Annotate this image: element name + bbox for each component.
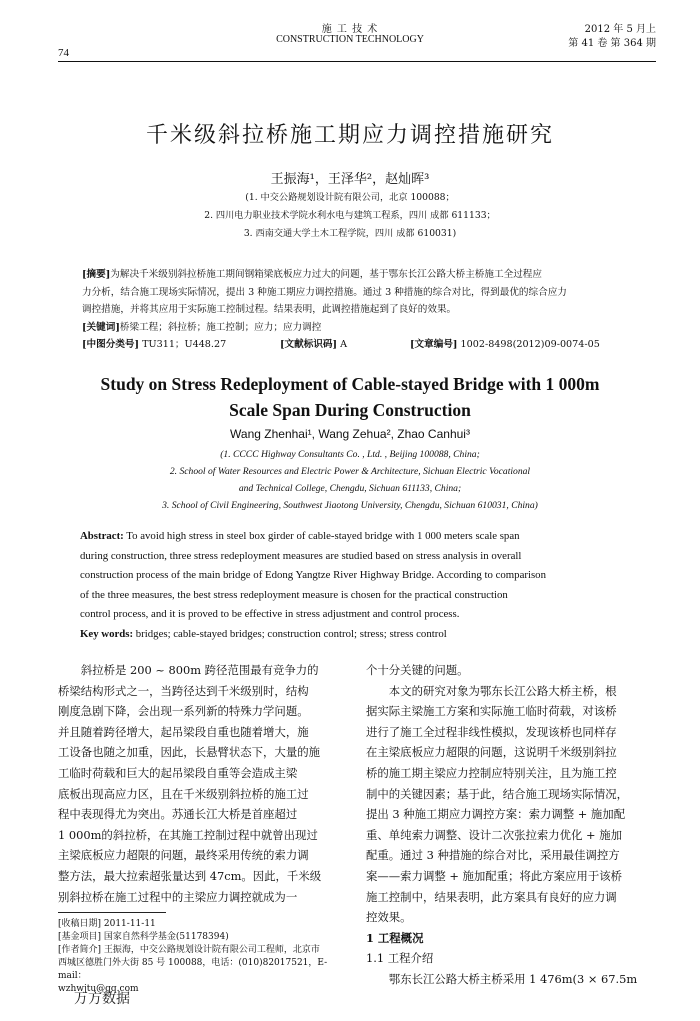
paragraph-line: 配重。通过 3 种措施的综合对比，采用最佳调控方: [366, 848, 620, 863]
clc-label: [中图分类号]: [82, 339, 140, 351]
paragraph-line: 鄂东长江公路大桥主桥采用 1 476m(3 × 67.5m: [388, 971, 638, 986]
footnotes: [58, 918, 348, 996]
abstract-cn: [82, 266, 622, 354]
title-cn: 千米级斜拉桥施工期应力调控措施研究: [145, 123, 554, 148]
paragraph-line: 桥的施工期主梁应力控制应特别关注，且为施工控: [366, 765, 617, 780]
paragraph-line: 施工控制中，结果表明，此方案具有良好的应力调: [366, 889, 617, 904]
paragraph-line: 主梁底板应力超限的问题，最终采用传统的索力调: [58, 848, 309, 863]
affiliation-cn-line: 2. 四川电力职业技术学院水利水电与建筑工程系，四川 成都 611133；: [204, 210, 496, 221]
keywords-en-label: Key words:: [80, 627, 134, 640]
paragraph-line: 本文的研究对象为鄂东长江公路大桥主桥，根: [388, 683, 617, 698]
abstract-cn-line: 为解决千米级别斜拉桥施工期间钢箱梁底板应力过大的问题，基于鄂东长江公路大桥主桥施工全过程应: [110, 269, 542, 280]
abstract-en-line: construction process of the main bridge of Edong Yangtze River Highway Bridge. According to comparison: [80, 569, 546, 582]
paragraph-line: 斜拉桥是 200 ~ 800m 跨径范围最有竞争力的: [80, 663, 319, 677]
article-no-label: [文章编号]: [410, 339, 458, 351]
keywords-en-text: bridges; cable-stayed bridges; construction control; stress; stress control: [135, 627, 447, 640]
paragraph-line: 1 000m的斜拉桥，在其施工控制过程中就曾出现过: [58, 827, 318, 842]
footnote-received: [收稿日期] 2011-11-11: [58, 919, 156, 929]
abstract-en-label: Abstract:: [80, 530, 124, 542]
paragraph-line: 刚度急剧下降，会出现一系列新的特殊力学问题。: [58, 704, 309, 719]
abstract-cn-line: 调控措施，并将其应用于实际施工控制过程。结果表明，此调控措施起到了良好的效果。: [82, 304, 457, 316]
footnote-author: [作者简介] 王振海，中交公路规划设计院有限公司工程师，北京市: [58, 945, 320, 955]
abstract-en-line: control process, and it is proved to be effective in stress adjustment and control process.: [80, 608, 460, 621]
footnote-author-address: 西城区德胜门外大街 85 号 100088，电话：(010)82017521，E-mail：: [58, 958, 328, 981]
paragraph-line: 案——索力调整 + 施加配重；将此方案应用于该桥: [366, 868, 622, 883]
paragraph-line: 重、单纯索力调整、设计二次张拉索力优化 + 施加: [366, 827, 622, 842]
affiliation-cn-line: 3. 西南交通大学土木工程学院，四川 成都 610031): [243, 228, 457, 239]
title-en-line: Scale Span During Construction: [229, 400, 471, 420]
affiliation-en-line: 3. School of Civil Engineering, Southwest Jiaotong University, Chengdu, Sichuan 610031, China): [162, 500, 538, 511]
paragraph-line: 工设备也随之加重，因此，长悬臂状态下，大量的施: [58, 745, 320, 760]
body-left-column: [58, 660, 348, 907]
paragraph-line: 工临时荷载和巨大的起吊梁段自重等会造成主梁: [58, 765, 298, 780]
title-en-line: Study on Stress Redeployment of Cable-stayed Bridge with 1 000m: [100, 374, 600, 394]
article-no-value: 1002-8498(2012)09-0074-05: [460, 339, 600, 351]
title-en: [0, 371, 700, 423]
keywords-cn-text: 桥梁工程；斜拉桥；施工控制；应力；应力调控: [119, 321, 322, 333]
clc-value: TU311；U448.27: [142, 339, 227, 351]
affiliation-cn-line: (1. 中交公路规划设计院有限公司，北京 100088；: [245, 192, 455, 203]
paragraph-line: 个十分关键的问题。: [366, 663, 469, 677]
page-number: 74: [58, 47, 69, 59]
affiliation-en-line: (1. CCCC Highway Consultants Co. , Ltd. , Beijing 100088, China;: [220, 449, 480, 460]
section-heading: 1 工程概况: [366, 930, 424, 945]
paragraph-line: 别斜拉桥在施工过程中的主梁应力调控就成为一: [58, 889, 298, 904]
affiliations-en: [0, 446, 700, 514]
journal-name-en: CONSTRUCTION TECHNOLOGY: [276, 34, 424, 45]
paragraph-line: 控效果。: [366, 910, 412, 925]
paragraph-line: 在主梁底板应力超限的问题，这说明千米级别斜拉: [366, 745, 617, 760]
body-right-column: [366, 660, 656, 990]
abstract-en-line: during construction, three stress redeployment measures are studied based on stress analysis in overall: [80, 549, 522, 562]
paragraph-line: 程中表现得尤为突出。苏通长江大桥是首座超过: [58, 807, 298, 822]
doc-code-label: [文献标识码]: [280, 339, 338, 351]
authors-en: Wang Zhenhai¹, Wang Zehua², Zhao Canhui³: [230, 427, 470, 441]
paragraph-line: 提出 3 种施工期应力调控方案：索力调整 + 施加配: [366, 807, 626, 822]
paragraph-line: 据实际主梁施工方案和实际施工临时荷载，对该桥: [366, 704, 617, 719]
watermark: 万方数据: [74, 991, 130, 1007]
affiliation-en-line: 2. School of Water Resources and Electric Power & Architecture, Sichuan Electric Vocational: [169, 466, 531, 477]
doc-code-value: A: [340, 339, 348, 351]
paragraph-line: 底板出现高应力区，且在千米级别斜拉桥的施工过: [58, 786, 309, 801]
abstract-en: [80, 527, 628, 645]
affiliations-cn: [0, 189, 700, 243]
journal-name-cn: 施 工 技 术: [321, 24, 379, 35]
footnote-fund: [基金项目] 国家自然科学基金(51178394): [58, 932, 229, 942]
paragraph-line: 制中的关键因素；基于此，结合施工现场实际情况，: [366, 786, 628, 801]
abstract-en-line: of the three measures, the best stress redeployment measure is chosen for the practical construction: [80, 588, 508, 601]
subsection-heading: 1.1 工程介绍: [366, 951, 434, 966]
volume-issue: 第 41 卷 第 364 期: [568, 38, 656, 49]
authors-cn: 王振海¹，王泽华²，赵灿晖³: [270, 172, 430, 187]
classification-row: [82, 336, 622, 354]
abstract-en-line: To avoid high stress in steel box girder of cable-stayed bridge with 1 000 meters scale span: [126, 530, 520, 542]
header-rule: [58, 61, 656, 62]
paragraph-line: 进行了施工全过程非线性模拟，发现该桥也同样存: [366, 724, 617, 739]
footnote-rule: [58, 912, 166, 913]
paragraph-line: 桥梁结构形式之一，当跨径达到千米级别时，结构: [58, 683, 309, 698]
footnote-email: wzhwjtu@qq.com: [58, 984, 139, 994]
keywords-cn-label: [关键词]: [82, 321, 120, 333]
paragraph-line: 整方法，最大拉索超张量达到 47cm。因此，千米级: [58, 868, 322, 883]
paragraph-line: 并且随着跨径增大，起吊梁段自重也随着增大，施: [58, 724, 309, 739]
affiliation-en-line: and Technical College, Chengdu, Sichuan 611133, China;: [238, 483, 462, 494]
abstract-cn-label: [摘要]: [82, 269, 111, 280]
abstract-cn-line: 力分析，结合施工现场实际情况，提出 3 种施工期应力调控措施。通过 3 种措施的综合对比，得到最优的综合应力: [82, 286, 567, 298]
issue-date: 2012 年 5 月上: [584, 24, 656, 35]
